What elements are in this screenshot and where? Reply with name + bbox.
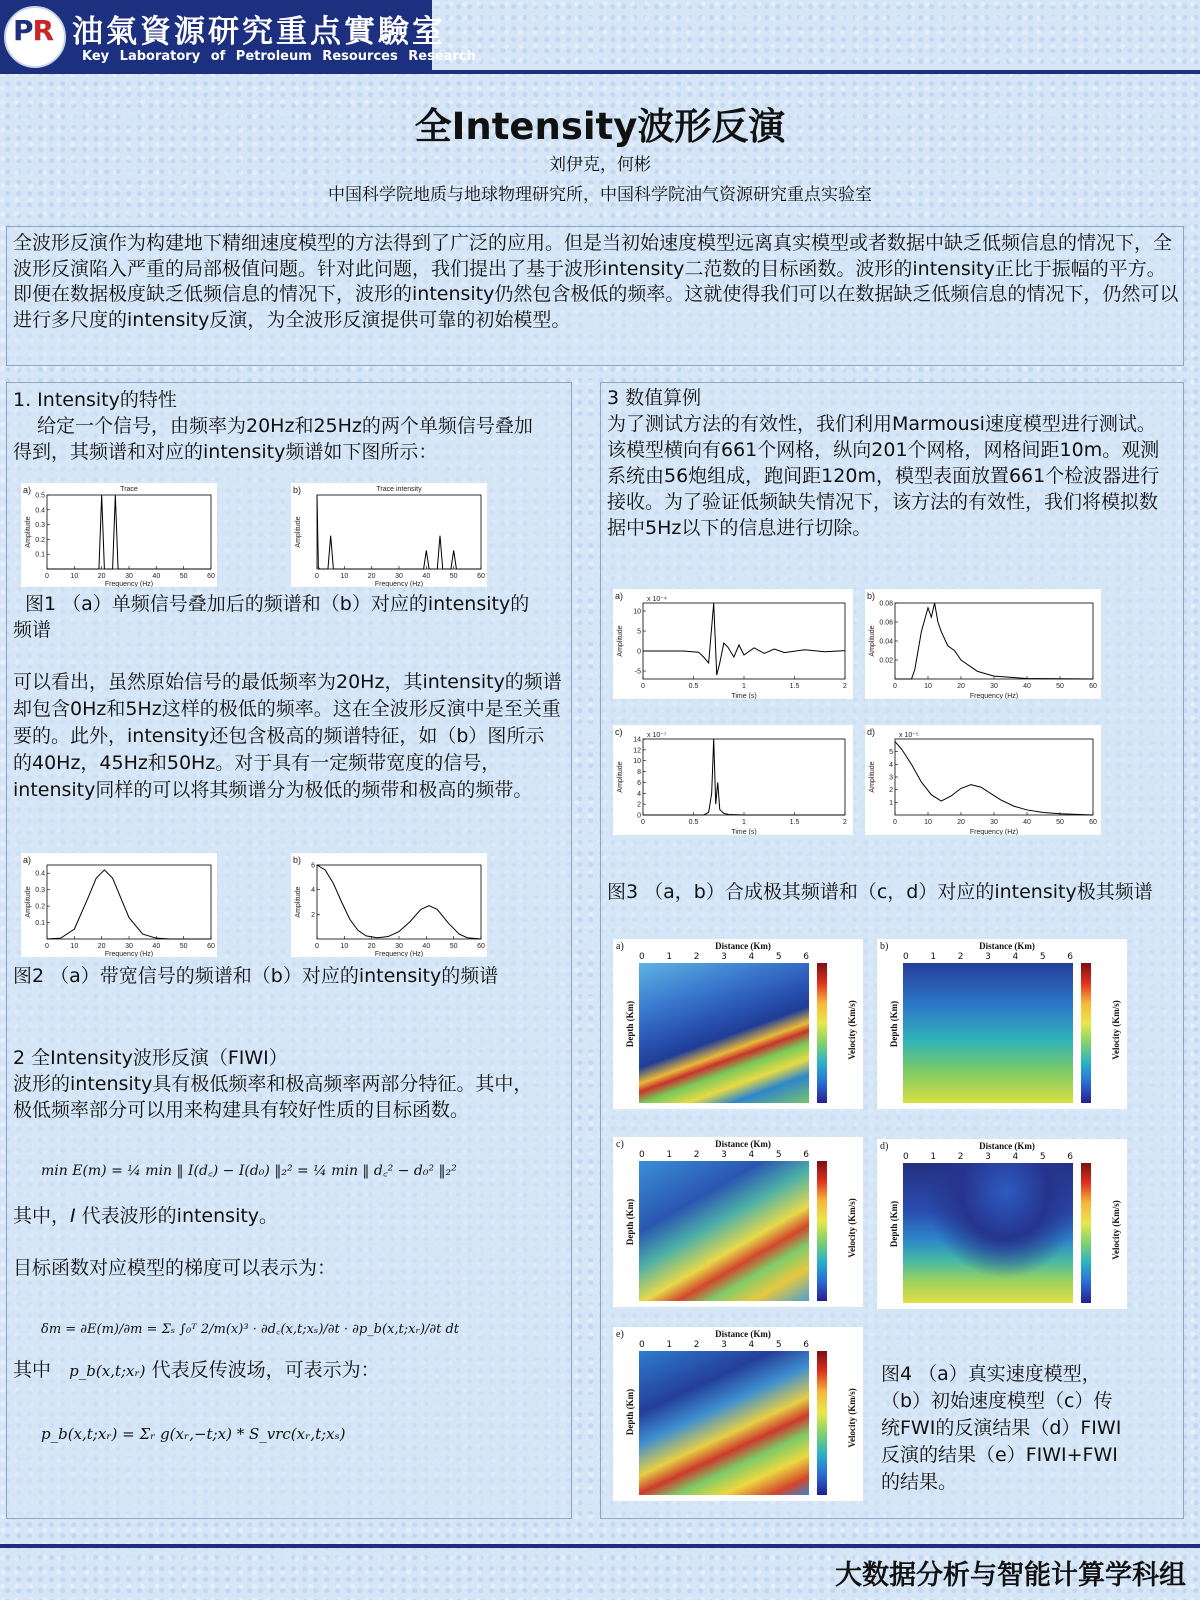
x-tick-label: 20 <box>367 943 376 950</box>
y-axis-label: Amplitude <box>25 516 32 548</box>
x-tick-label: 30 <box>990 683 998 690</box>
x-tick-label: 50 <box>1056 683 1064 690</box>
distance-tick: 3 <box>721 952 727 962</box>
x-tick-label: 20 <box>367 573 376 580</box>
y-tick-label: 5 <box>637 628 641 636</box>
figure4a-true-model <box>613 939 863 1109</box>
depth-axis-label: Depth (Km) <box>625 1198 635 1246</box>
depth-axis-label: Depth (Km) <box>889 1000 899 1048</box>
data-series-line <box>317 865 481 939</box>
distance-tick: 0 <box>639 952 645 962</box>
x-tick-label: 50 <box>179 573 188 580</box>
x-tick-label: 10 <box>70 943 79 950</box>
distance-tick: 4 <box>748 1340 755 1350</box>
figure3d <box>865 725 1101 835</box>
section1-body: 可以看出，虽然原始信号的最低频率为20Hz，其intensity的频谱却包含0Hz和5Hz这样的极低的频率。这在全波形反演中是至关重要的。此外，intensity还包含极高的频谱特征，如（b）图所示的40Hz，45Hz和50Hz。对于具有一定频带宽度的信号，intensity同样的可以将其频谱分为极低的频带和极高的频带。 <box>13 671 562 801</box>
figure1a <box>21 483 217 587</box>
research-group: 大数据分析与智能计算学科组 <box>835 1560 1186 1591</box>
distance-ticks <box>903 1152 1073 1162</box>
distance-tick: 1 <box>930 952 937 962</box>
x-tick-label: 1 <box>742 683 746 690</box>
velocity-axis-label: Velocity (Km/s) <box>847 1198 857 1258</box>
y-tick-label: 6 <box>311 862 315 870</box>
x-tick-label: 40 <box>152 573 161 580</box>
y-tick-label: 0.06 <box>879 619 893 627</box>
distance-tick: 5 <box>775 1150 782 1160</box>
figure4d-fiwi-result <box>877 1139 1127 1309</box>
x-tick-label: 0.5 <box>688 683 699 690</box>
figure2a <box>21 853 217 957</box>
y-axis-label: Amplitude <box>869 761 876 793</box>
y-tick-label: 0.2 <box>35 903 45 911</box>
y-tick-label: 0.5 <box>35 492 45 500</box>
x-axis-label: Time (s) <box>731 829 757 835</box>
y-axis-label: Amplitude <box>295 886 302 918</box>
section3-body: 为了测试方法的有效性，我们利用Marmousi速度模型进行测试。该模型横向有661个网格，纵向201个网格，网格间距10m。观测系统由56炮组成，跑间距120m，模型表面放置661个检波器进行接收。为了验证低频缺失情况下，该方法的有效性，我们将模拟数据中5Hz以下的信息进行切除。 <box>607 413 1160 539</box>
panel-label: a) <box>615 591 624 601</box>
velocity-model-image <box>639 1351 809 1495</box>
x-axis-label: Frequency (Hz) <box>374 581 424 587</box>
x-tick-label: 10 <box>924 683 932 690</box>
distance-tick: 4 <box>1012 952 1019 962</box>
lab-logo-letters: PR <box>12 14 54 47</box>
y-axis-label: Amplitude <box>869 625 876 657</box>
velocity-axis-label: Velocity (Km/s) <box>1111 1200 1121 1260</box>
distance-axis-label: Distance (Km) <box>715 1139 771 1149</box>
y-tick-label: 0.3 <box>35 887 45 895</box>
poster-title: 全Intensity波形反演 <box>414 105 786 148</box>
distance-ticks <box>639 1340 809 1350</box>
figure1b <box>291 483 487 587</box>
distance-tick: 4 <box>748 1150 755 1160</box>
x-tick-label: 40 <box>422 943 431 950</box>
section2-body: 波形的intensity具有极低频率和极高频率两部分特征。其中，极低频率部分可以用来构建具有较好性质的目标函数。 <box>13 1073 533 1121</box>
figure2-caption: 图2 （a）带宽信号的频谱和（b）对应的intensity的频谱 <box>13 965 499 987</box>
y-axis-label: Amplitude <box>617 761 624 793</box>
x-tick-label: 0 <box>893 819 897 826</box>
x-tick-label: 50 <box>449 573 458 580</box>
distance-tick: 2 <box>693 952 700 962</box>
y-tick-label: 4 <box>311 887 315 895</box>
y-tick-label: 5 <box>889 749 893 757</box>
axis-exponent: x 10⁻⁴ <box>647 596 667 603</box>
x-tick-label: 60 <box>1089 683 1097 690</box>
x-tick-label: 60 <box>207 573 215 580</box>
x-tick-label: 60 <box>477 573 485 580</box>
y-tick-label: 2 <box>637 801 641 809</box>
plot-frame <box>643 739 845 815</box>
data-series-line <box>47 870 211 939</box>
x-tick-label: 10 <box>70 573 79 580</box>
panel-label: a) <box>616 941 624 952</box>
distance-tick: 3 <box>985 1152 991 1162</box>
x-tick-label: 0 <box>893 683 897 690</box>
axis-exponent: x 10⁻⁷ <box>647 732 667 739</box>
velocity-model-image <box>639 1161 809 1301</box>
y-axis-label: Amplitude <box>295 516 302 548</box>
data-series-line <box>895 603 1093 679</box>
x-tick-label: 30 <box>395 573 403 580</box>
y-tick-label: 0.4 <box>35 507 45 515</box>
data-series-line <box>643 739 845 815</box>
panel-label: b) <box>867 591 876 601</box>
y-tick-label: 0.04 <box>879 638 893 646</box>
plot-frame <box>895 739 1093 815</box>
panel-label: b) <box>293 855 302 865</box>
distance-tick: 0 <box>639 1340 645 1350</box>
distance-tick: 0 <box>903 952 909 962</box>
distance-tick: 3 <box>985 952 991 962</box>
figure4-caption: 图4 （a）真实速度模型，（b）初始速度模型（c）传统FWI的反演结果（d）FIWI反演的结果（e）FIWI+FWI的结果。 <box>881 1363 1122 1493</box>
plot-frame <box>47 495 211 569</box>
distance-axis-label: Distance (Km) <box>979 1141 1035 1151</box>
distance-tick: 2 <box>693 1150 700 1160</box>
distance-tick: 2 <box>957 1152 964 1162</box>
equation-objective: min E(m) = ¼ min ‖ I(d꜀) − I(d₀) ‖₂² = ¼ min ‖ d꜀² − d₀² ‖₂² <box>41 1163 457 1179</box>
x-tick-label: 30 <box>395 943 403 950</box>
x-tick-label: 0.5 <box>688 819 699 826</box>
x-tick-label: 0 <box>315 573 319 580</box>
x-axis-label: Frequency (Hz) <box>969 829 1019 835</box>
distance-tick: 3 <box>721 1340 727 1350</box>
data-series-line <box>317 495 481 569</box>
authors: 刘伊克，何彬 <box>549 155 651 175</box>
y-tick-label: 0.3 <box>35 522 45 530</box>
plot-frame <box>643 603 845 679</box>
velocity-colorbar <box>817 1161 827 1301</box>
header-banner <box>0 0 1200 70</box>
distance-tick: 2 <box>693 1340 700 1350</box>
plot-title: Trace <box>120 486 138 493</box>
x-axis-label: Time (s) <box>731 693 757 699</box>
y-tick-label: 0.2 <box>35 536 45 544</box>
distance-axis-label: Distance (Km) <box>979 941 1035 951</box>
abstract-text: 全波形反演作为构建地下精细速度模型的方法得到了广泛的应用。但是当初始速度模型远离真实模型或者数据中缺乏低频信息的情况下，全波形反演陷入严重的局部极值问题。针对此问题，我们提出了基于波形intensity二范数的目标函数。波形的intensity正比于振幅的平方。即便在数据极度缺乏低频信息的情况下，波形的intensity仍然包含极低的频率。这就使得我们可以在数据缺乏低频信息的情况下，仍然可以进行多尺度的intensity反演，为全波形反演提供可靠的初始模型。 <box>13 232 1179 331</box>
data-series-line <box>895 742 1093 815</box>
data-series-line <box>643 603 845 675</box>
x-tick-label: 50 <box>449 943 458 950</box>
velocity-model-image <box>903 963 1073 1103</box>
x-tick-label: 30 <box>125 573 133 580</box>
y-axis-label: Amplitude <box>25 886 32 918</box>
lab-name-chinese: 油氣資源研究重点實驗室 <box>72 14 446 50</box>
velocity-colorbar <box>1081 963 1091 1103</box>
section1-heading: 1. Intensity的特性 <box>13 389 177 411</box>
x-axis-label: Frequency (Hz) <box>104 581 154 587</box>
equation-backprop: p_b(x,t;xᵣ) = Σᵣ g(xᵣ,−t;x) * S_vrc(xᵣ,t;xₛ) <box>41 1425 346 1443</box>
x-tick-label: 10 <box>340 573 349 580</box>
y-tick-label: 2 <box>889 787 893 795</box>
panel-label: d) <box>867 727 876 737</box>
figure2b <box>291 853 487 957</box>
distance-tick: 5 <box>1039 1152 1046 1162</box>
y-tick-label: 1 <box>889 799 893 807</box>
x-tick-label: 1.5 <box>789 683 800 690</box>
figure4b-initial-model <box>877 939 1127 1109</box>
distance-tick: 6 <box>1067 1152 1073 1162</box>
x-tick-label: 20 <box>97 943 106 950</box>
figure3a <box>613 589 853 699</box>
velocity-model-image <box>903 1163 1073 1303</box>
x-axis-label: Frequency (Hz) <box>969 693 1019 699</box>
axis-exponent: x 10⁻⁵ <box>899 732 919 739</box>
velocity-axis-label: Velocity (Km/s) <box>1111 1000 1121 1060</box>
y-tick-label: 0.4 <box>35 870 45 878</box>
panel-label: c) <box>616 1139 624 1150</box>
y-tick-label: 4 <box>637 790 641 798</box>
backprop-note: 其中 p_b(x,t;xᵣ) 代表反传波场，可表示为： <box>13 1359 380 1381</box>
distance-ticks <box>639 952 809 962</box>
distance-tick: 5 <box>775 1340 782 1350</box>
distance-tick: 6 <box>803 1150 809 1160</box>
plot-frame <box>895 603 1093 679</box>
x-tick-label: 0 <box>315 943 319 950</box>
distance-axis-label: Distance (Km) <box>715 1329 771 1339</box>
y-tick-label: 0 <box>637 812 641 820</box>
x-axis-label: Frequency (Hz) <box>104 951 154 957</box>
distance-tick: 2 <box>957 952 964 962</box>
x-tick-label: 20 <box>97 573 106 580</box>
y-tick-label: 6 <box>637 779 641 787</box>
distance-tick: 1 <box>666 1340 673 1350</box>
section1-intro: 给定一个信号，由频率为20Hz和25Hz的两个单频信号叠加得到，其频谱和对应的intensity频谱如下图所示： <box>13 415 533 463</box>
x-tick-label: 10 <box>924 819 932 826</box>
x-tick-label: 1 <box>742 819 746 826</box>
x-tick-label: 50 <box>179 943 188 950</box>
panel-label: b) <box>293 485 302 495</box>
x-axis-label: Frequency (Hz) <box>374 951 424 957</box>
distance-tick: 0 <box>903 1152 909 1162</box>
distance-ticks <box>903 952 1073 962</box>
header-divider <box>0 70 1200 74</box>
depth-axis-label: Depth (Km) <box>889 1200 899 1248</box>
section2-heading: 2 全Intensity波形反演（FIWI） <box>13 1047 288 1069</box>
figure3-caption: 图3 （a，b）合成极其频谱和（c，d）对应的intensity极其频谱 <box>607 881 1153 903</box>
x-tick-label: 40 <box>1023 819 1031 826</box>
footer-divider <box>0 1544 1200 1548</box>
figure4c-fwi-result <box>613 1137 863 1307</box>
panel-label: b) <box>880 941 889 952</box>
y-tick-label: 2 <box>311 911 315 919</box>
left-column <box>6 382 572 1519</box>
x-tick-label: 40 <box>152 943 161 950</box>
y-tick-label: 10 <box>633 758 641 766</box>
depth-axis-label: Depth (Km) <box>625 1388 635 1436</box>
distance-tick: 4 <box>748 952 755 962</box>
abstract-box <box>6 226 1184 366</box>
x-tick-label: 0 <box>45 573 49 580</box>
velocity-colorbar <box>817 1351 827 1495</box>
distance-tick: 6 <box>803 1340 809 1350</box>
x-tick-label: 2 <box>843 819 847 826</box>
distance-tick: 5 <box>775 952 782 962</box>
y-axis-label: Amplitude <box>617 625 624 657</box>
distance-tick: 0 <box>639 1150 645 1160</box>
distance-ticks <box>639 1150 809 1160</box>
depth-axis-label: Depth (Km) <box>625 1000 635 1048</box>
distance-tick: 5 <box>1039 952 1046 962</box>
velocity-axis-label: Velocity (Km/s) <box>847 1388 857 1448</box>
x-tick-label: 60 <box>477 943 485 950</box>
y-tick-label: 8 <box>637 769 641 777</box>
x-tick-label: 60 <box>1089 819 1097 826</box>
x-tick-label: 60 <box>207 943 215 950</box>
figure4e-fiwi-fwi-result <box>613 1327 863 1501</box>
y-tick-label: -5 <box>634 668 641 676</box>
x-tick-label: 40 <box>422 573 431 580</box>
y-tick-label: 3 <box>889 774 893 782</box>
distance-tick: 6 <box>1067 952 1073 962</box>
distance-tick: 4 <box>1012 1152 1019 1162</box>
y-tick-label: 0.1 <box>35 920 45 928</box>
velocity-colorbar <box>817 963 827 1103</box>
y-tick-label: 0.1 <box>35 551 45 559</box>
x-tick-label: 20 <box>957 683 965 690</box>
velocity-axis-label: Velocity (Km/s) <box>847 1000 857 1060</box>
plot-frame <box>47 865 211 939</box>
x-tick-label: 40 <box>1023 683 1031 690</box>
y-tick-label: 10 <box>633 608 641 616</box>
lab-name-english: Key Laboratory of Petroleum Resources Research <box>82 49 476 64</box>
distance-tick: 1 <box>666 952 673 962</box>
y-tick-label: 0.08 <box>879 600 893 608</box>
plot-title: Trace intensity <box>376 486 422 493</box>
equation-gradient: δm = ∂E(m)/∂m = Σₛ ∫₀ᵀ 2/m(x)³ · ∂d꜀(x,t;xₛ)/∂t · ∂p_b(x,t;xᵣ)/∂t dt <box>41 1322 460 1337</box>
gradient-intro: 目标函数对应模型的梯度可以表示为： <box>13 1257 337 1279</box>
distance-tick: 1 <box>666 1150 673 1160</box>
data-series-line <box>47 495 211 569</box>
y-tick-label: 14 <box>633 736 641 744</box>
x-tick-label: 30 <box>125 943 133 950</box>
x-tick-label: 0 <box>45 943 49 950</box>
distance-tick: 6 <box>803 952 809 962</box>
distance-tick: 1 <box>930 1152 937 1162</box>
panel-label: d) <box>880 1141 889 1152</box>
affiliation: 中国科学院地质与地球物理研究所，中国科学院油气资源研究重点实验室 <box>328 185 872 205</box>
velocity-colorbar <box>1081 1163 1091 1303</box>
section3-heading: 3 数值算例 <box>607 387 702 409</box>
y-tick-label: 0 <box>637 648 641 656</box>
figure3b <box>865 589 1101 699</box>
velocity-model-image <box>639 963 809 1103</box>
x-tick-label: 1.5 <box>789 819 800 826</box>
panel-label: a) <box>23 485 32 495</box>
x-tick-label: 30 <box>990 819 998 826</box>
figure3c <box>613 725 853 835</box>
x-tick-label: 20 <box>957 819 965 826</box>
distance-tick: 3 <box>721 1150 727 1160</box>
x-tick-label: 10 <box>340 943 349 950</box>
panel-label: a) <box>23 855 32 865</box>
intensity-note: 其中，I 代表波形的intensity。 <box>13 1205 279 1227</box>
panel-label: c) <box>615 727 623 737</box>
x-tick-label: 2 <box>843 683 847 690</box>
x-tick-label: 0 <box>641 819 645 826</box>
figure1-caption: 图1 （a）单频信号叠加后的频谱和（b）对应的intensity的频谱 <box>13 593 530 641</box>
y-tick-label: 4 <box>889 761 893 769</box>
right-column <box>600 382 1184 1519</box>
y-tick-label: 0.02 <box>879 657 893 665</box>
plot-frame <box>317 495 481 569</box>
y-tick-label: 12 <box>633 747 641 755</box>
distance-axis-label: Distance (Km) <box>715 941 771 951</box>
x-tick-label: 0 <box>641 683 645 690</box>
x-tick-label: 50 <box>1056 819 1064 826</box>
panel-label: e) <box>616 1329 624 1340</box>
